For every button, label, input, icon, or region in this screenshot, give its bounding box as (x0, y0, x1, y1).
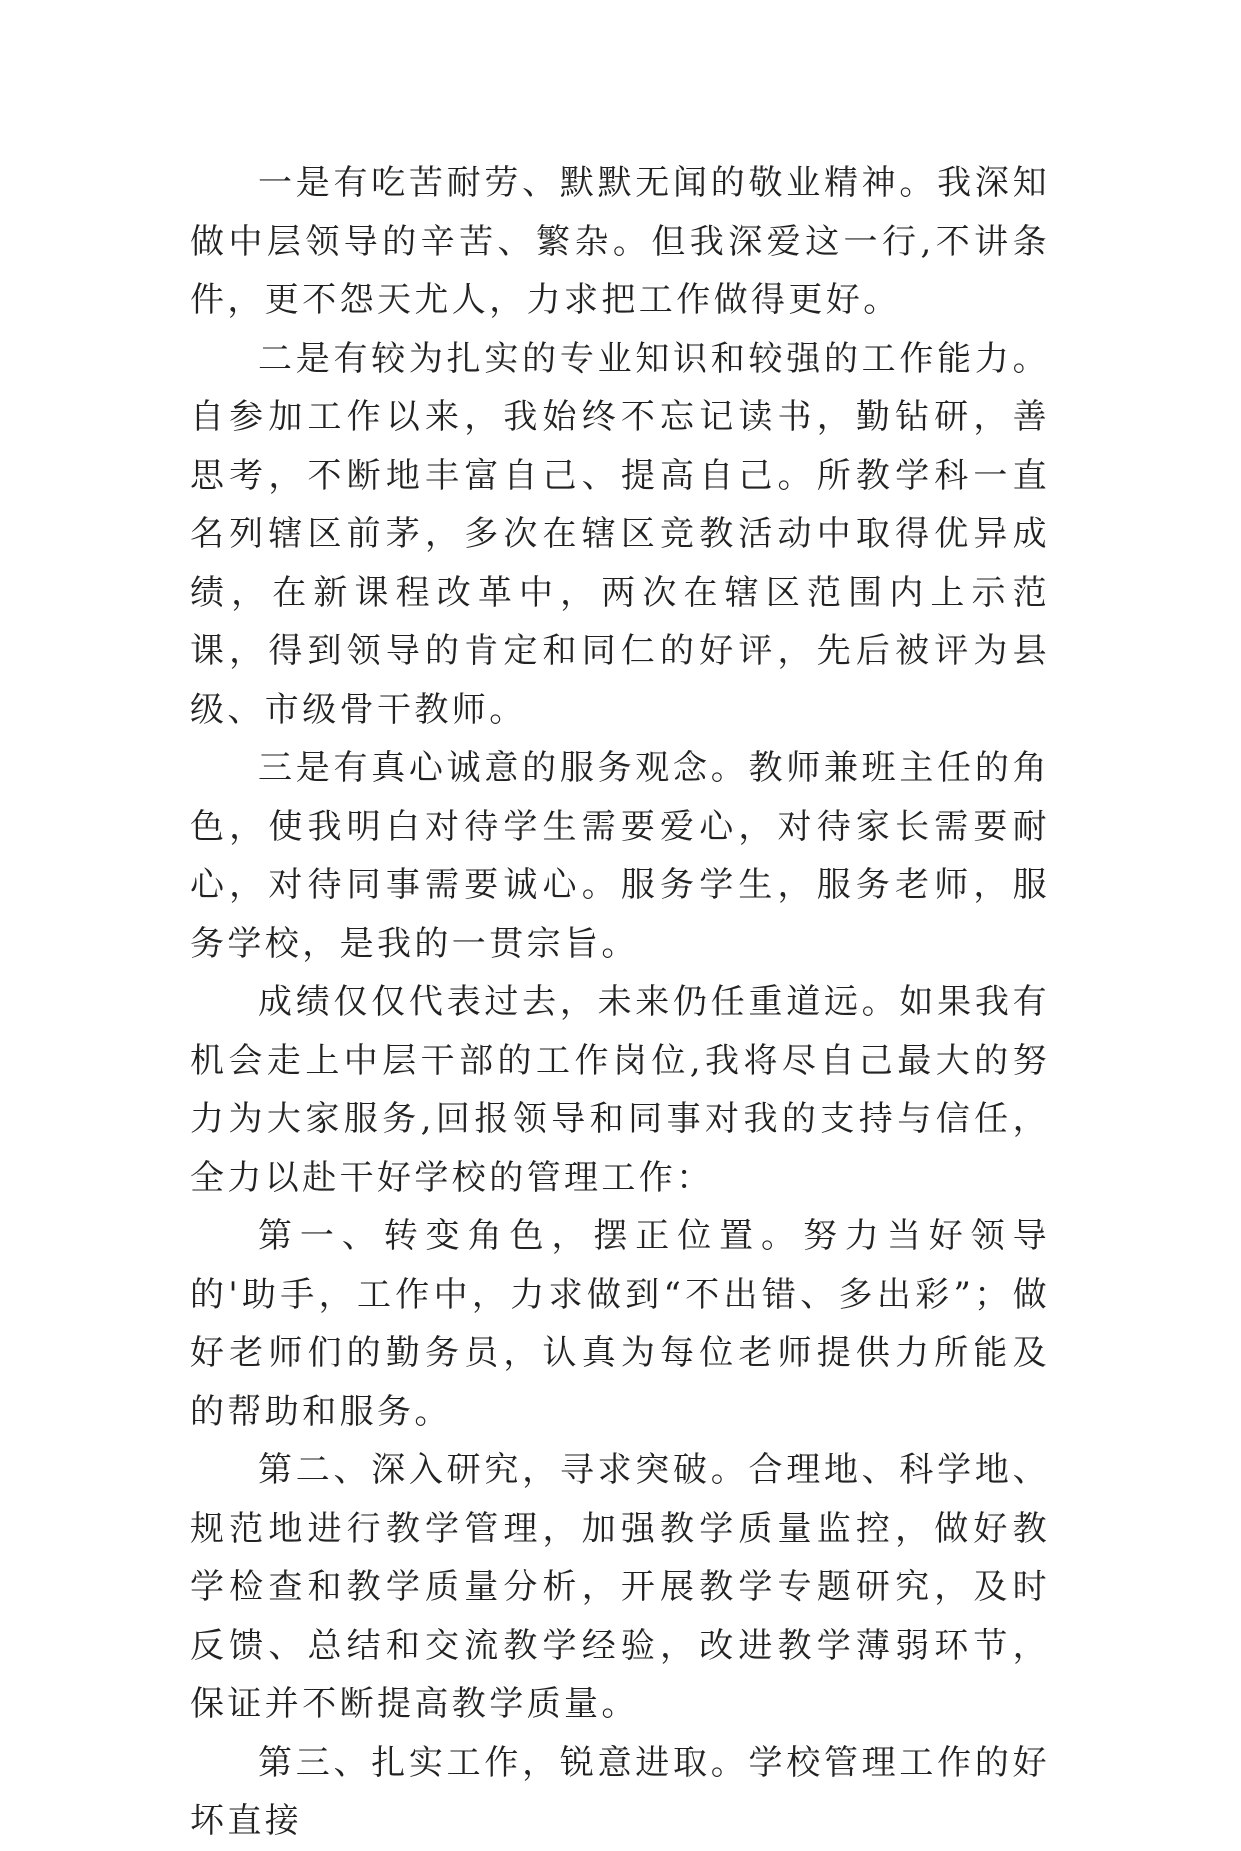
paragraph-6: 第二、深入研究，寻求突破。合理地、科学地、规范地进行教学管理，加强教学质量监控，做好教学检查和教学质量分析，开展教学专题研究，及时反馈、总结和交流教学经验，改进教学薄弱环节，保证并不断提高教学质量。 (190, 1450, 1050, 1724)
paragraph-7: 第三、扎实工作，锐意进取。学校管理工作的好坏直接 (190, 1742, 1050, 1841)
paragraph-5: 第一、转变角色，摆正位置。努力当好领导的'助手，工作中，力求做到“不出错、多出彩”；做好老师们的勤务员，认真为每位老师提供力所能及的帮助和服务。 (190, 1216, 1050, 1432)
paragraph-4: 成绩仅仅代表过去，未来仍任重道远。如果我有机会走上中层干部的工作岗位,我将尽自己最大的努力为大家服务,回报领导和同事对我的支持与信任，全力以赴干好学校的管理工作： (190, 982, 1050, 1198)
paragraph-1: 一是有吃苦耐劳、默默无闻的敬业精神。我深知做中层领导的辛苦、繁杂。但我深爱这一行,不讲条件，更不怨天尤人，力求把工作做得更好。 (190, 163, 1050, 320)
paragraph-2: 二是有较为扎实的专业知识和较强的工作能力。自参加工作以来，我始终不忘记读书，勤钻研，善思考，不断地丰富自己、提高自己。所教学科一直名列辖区前茅，多次在辖区竞教活动中取得优异成绩，在新课程改革中，两次在辖区范围内上示范课，得到领导的肯定和同仁的好评，先后被评为县级、市级骨干教师。 (190, 338, 1050, 730)
paragraph-3: 三是有真心诚意的服务观念。教师兼班主任的角色，使我明白对待学生需要爱心，对待家长需要耐心，对待同事需要诚心。服务学生，服务老师，服务学校，是我的一贯宗旨。 (190, 748, 1050, 964)
document-body (190, 154, 1050, 1851)
